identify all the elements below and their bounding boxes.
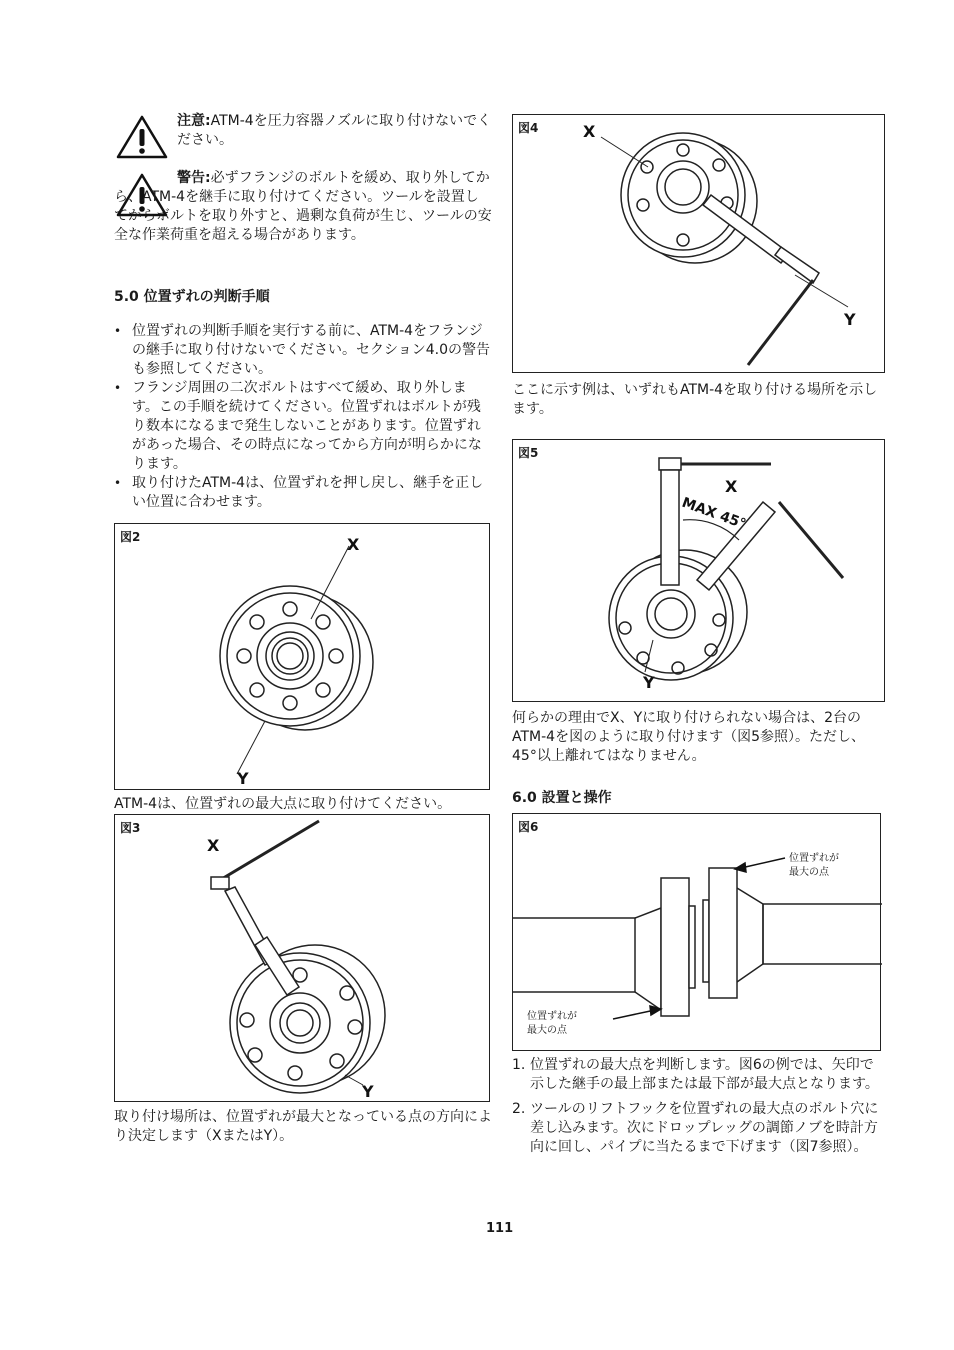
page-number: 111 bbox=[486, 1221, 514, 1236]
caution-note bbox=[177, 112, 492, 150]
list-item: • フランジ周囲の二次ボルトはすべて緩め、取り外します。この手順を続けてください。位置ずれはボルトが残り数本になるまで発生しないことがあります。位置ずれがあった場合、その時点になってから方向が明らかになります。 bbox=[114, 379, 492, 474]
figure-5 bbox=[512, 439, 885, 702]
list-item: • 位置ずれの判断手順を実行する前に、ATM-4をフランジの継手に取り付けないでください。セクション4.0の警告も参照してください。 bbox=[114, 322, 492, 379]
figure-5-x-label: X bbox=[725, 477, 738, 496]
warning-label: 警告: bbox=[177, 170, 211, 186]
figure-4 bbox=[512, 114, 885, 373]
figure-3-x-label: X bbox=[207, 836, 220, 855]
figure-3-caption: 取り付け場所は、位置ずれが最大となっている点の方向により決定します（XまたはY）。 bbox=[114, 1109, 492, 1144]
figure-5-label: 図5 bbox=[518, 446, 539, 460]
figure-4-x-label: X bbox=[583, 122, 596, 141]
tool-on-flange-illustration bbox=[115, 815, 491, 1103]
figure-2 bbox=[114, 523, 490, 790]
section-6-title: 6.0 設置と操作 bbox=[512, 790, 612, 806]
step-number: 2. bbox=[512, 1101, 526, 1117]
step-text: 位置ずれの最大点を判断します。図6の例では、矢印で示した継手の最上部または最下部が最大点となります。 bbox=[530, 1057, 879, 1092]
figure-5-caption: 何らかの理由でX、Yに取り付けられない場合は、2台のATM-4を図のように取り付けます（図5参照）。ただし、45°以上離れてはなりません。 bbox=[512, 710, 865, 764]
figure-4-caption: ここに示す例は、いずれもATM-4を取り付ける場所を示します。 bbox=[512, 382, 878, 417]
figure-6-bottom-note-line-1: 位置ずれが bbox=[527, 1011, 577, 1022]
tool-positions-illustration bbox=[513, 115, 886, 374]
figure-3-y-label: Y bbox=[362, 1082, 374, 1101]
figure-6-top-note-line-1: 位置ずれが bbox=[789, 853, 839, 864]
figure-6 bbox=[512, 813, 881, 1051]
figure-2-x-label: X bbox=[347, 535, 360, 554]
figure-6-label: 図6 bbox=[518, 820, 539, 834]
figure-2-caption: ATM-4は、位置ずれの最大点に取り付けてください。 bbox=[114, 796, 452, 812]
step-text: ツールのリフトフックを位置ずれの最大点のボルト穴に差し込みます。次にドロップレッグの調節ノブを時計方向に回し、パイプに当たるまで下げます（図7参照）。 bbox=[530, 1101, 879, 1155]
list-item: • 取り付けたATM-4は、位置ずれを押し戻し、継手を正しい位置に合わせます。 bbox=[114, 474, 492, 512]
figure-6-top-note-line-2: 最大の点 bbox=[789, 867, 829, 878]
section-5-bullets bbox=[114, 322, 492, 512]
figure-2-label: 図2 bbox=[120, 530, 141, 544]
figure-4-label: 図4 bbox=[518, 121, 539, 135]
two-tools-45-degree-illustration bbox=[513, 440, 886, 703]
warning-triangle-icon bbox=[116, 114, 168, 160]
figure-5-max-label: MAX 45° bbox=[679, 494, 748, 533]
figure-5-y-label: Y bbox=[643, 673, 655, 692]
caution-text: ATM-4を圧力容器ノズルに取り付けないでください。 bbox=[177, 113, 492, 148]
flange-front-view-illustration bbox=[115, 524, 491, 791]
figure-6-bottom-note-line-2: 最大の点 bbox=[527, 1025, 567, 1036]
caution-label: 注意: bbox=[177, 113, 211, 129]
list-item bbox=[512, 1100, 887, 1157]
figure-2-y-label: Y bbox=[237, 769, 249, 788]
figure-4-y-label: Y bbox=[844, 310, 856, 329]
section-5-title: 5.0 位置ずれの判断手順 bbox=[114, 289, 270, 305]
installation-steps bbox=[512, 1056, 887, 1163]
step-number: 1. bbox=[512, 1057, 526, 1073]
pipe-misalignment-side-view bbox=[513, 814, 882, 1052]
warning-text: 必ずフランジのボルトを緩め、取り外してから、ATM-4を継手に取り付けてください。ツールを設置してからボルトを取り外すと、過剰な負荷が生じ、ツールの安全な作業荷重を超える場合があります。 bbox=[114, 170, 492, 243]
figure-3 bbox=[114, 814, 490, 1102]
list-item bbox=[512, 1056, 887, 1094]
figure-3-label: 図3 bbox=[120, 821, 141, 835]
warning-note bbox=[114, 169, 492, 245]
